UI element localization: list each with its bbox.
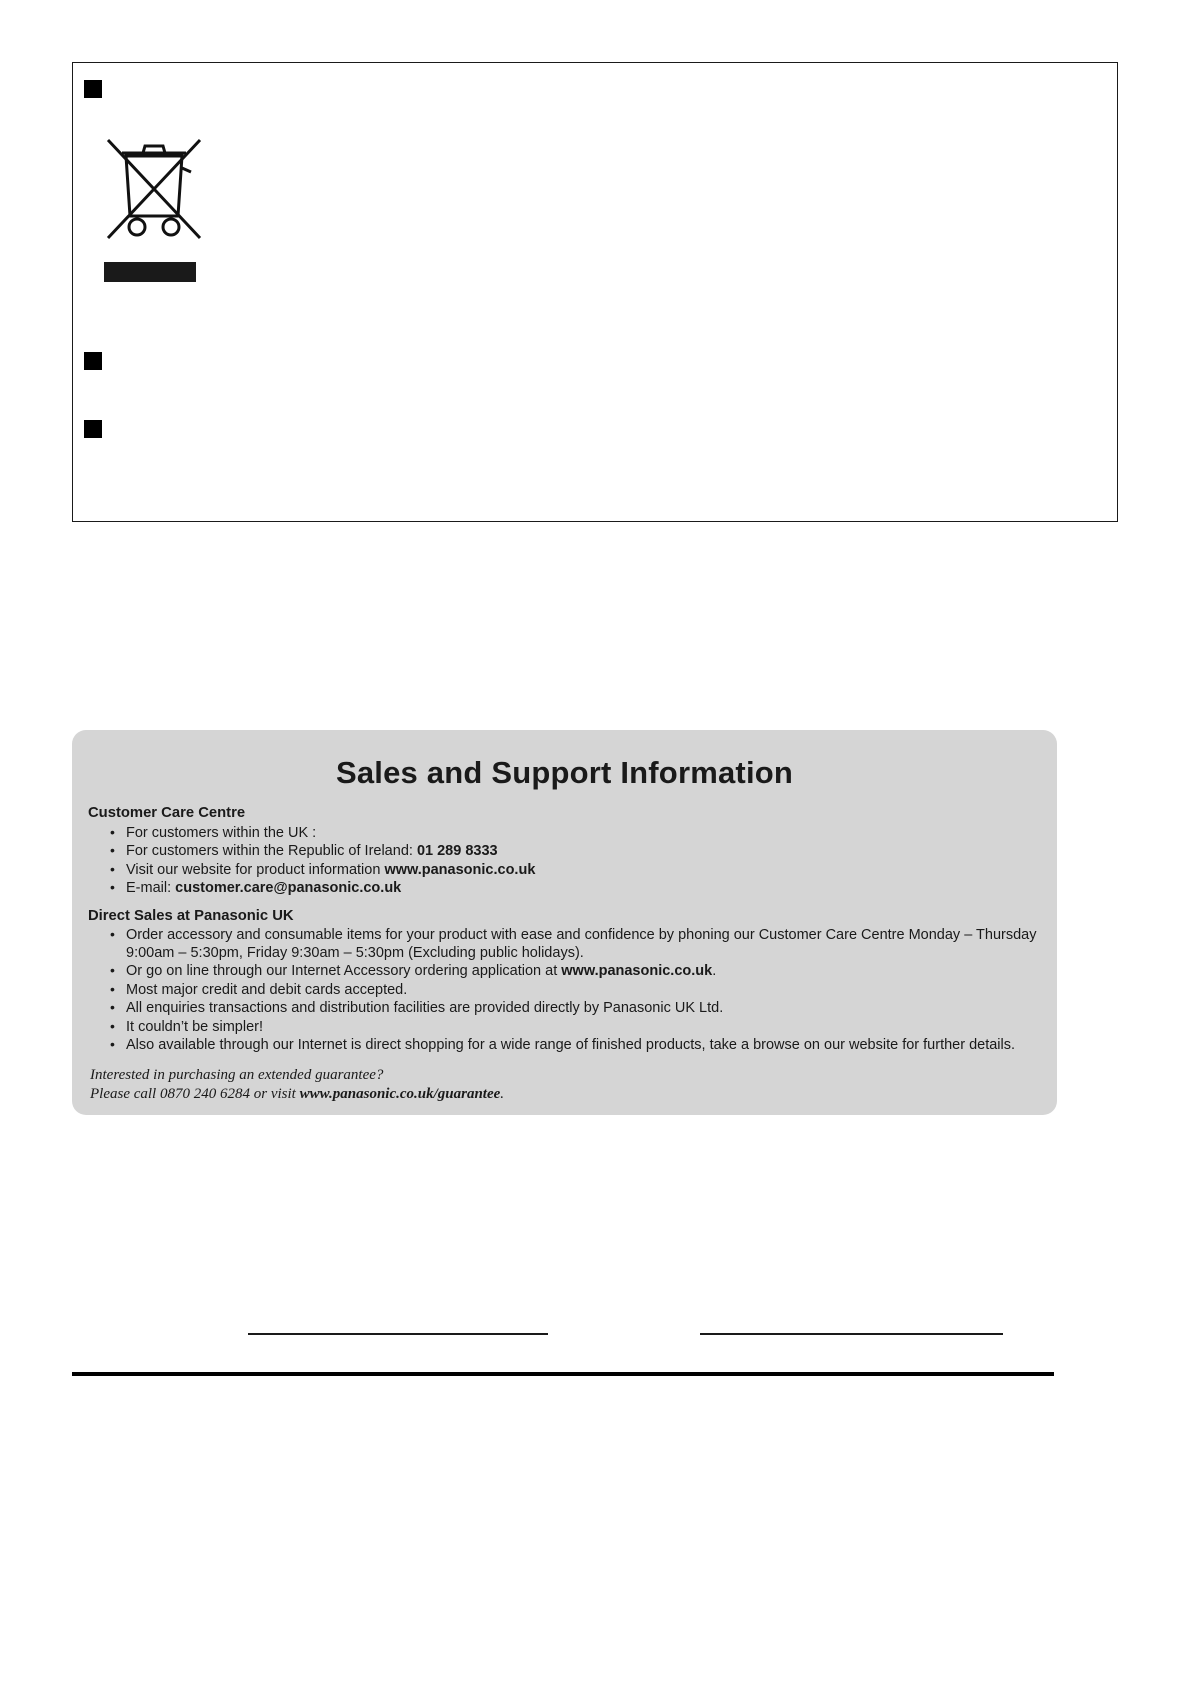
list-item-text-tail: . — [712, 963, 717, 979]
list-item-text: For customers within the Republic of Ireland: — [126, 843, 417, 859]
bullet-marker-2 — [84, 352, 102, 370]
notice-box — [72, 62, 1118, 522]
list-item — [110, 963, 1039, 981]
support-panel-title: Sales and Support Information — [335, 755, 794, 790]
guarantee-link[interactable]: www.panasonic.co.uk/guarantee — [299, 1085, 501, 1102]
guarantee-contact-text: Please call 0870 240 6284 or visit — [90, 1085, 300, 1102]
sales-support-panel — [72, 730, 1057, 1115]
guarantee-contact-suffix: . — [500, 1085, 505, 1102]
ireland-phone-number: 01 289 8333 — [416, 843, 498, 859]
section-heading-customer-care: Customer Care Centre — [88, 805, 246, 821]
website-link[interactable]: www.panasonic.co.uk — [561, 963, 713, 979]
list-item-text: E-mail: — [126, 880, 176, 896]
list-item — [110, 825, 1039, 843]
guarantee-contact — [90, 1085, 1039, 1104]
bullet-marker-3 — [84, 420, 102, 438]
list-item — [110, 843, 1039, 861]
list-item-text: Or go on line through our Internet Accessory ordering application at — [126, 963, 562, 979]
list-item-text: Order accessory and consumable items for your product with ease and confidence by phoning our Customer Care Centre Monday – Thursday 9:00am – 5:30pm, Friday 9:30am – 5:30pm (Excluding public holidays). — [126, 927, 1037, 961]
direct-sales-list — [88, 927, 1039, 1055]
customer-care-list — [88, 825, 1039, 898]
list-item — [110, 862, 1039, 880]
list-item-text: Also available through our Internet is direct shopping for a wide range of finished products, take a browse on our website for further details. — [126, 1037, 1016, 1053]
list-item — [110, 880, 1039, 898]
list-item — [110, 1037, 1039, 1055]
footer-rule — [72, 1372, 1054, 1376]
list-item-text: Visit our website for product information — [126, 861, 385, 878]
support-panel-body — [72, 791, 1057, 1104]
list-item-text: Most major credit and debit cards accepted. — [126, 981, 408, 998]
website-link[interactable]: www.panasonic.co.uk — [384, 861, 536, 878]
section-heading-direct-sales: Direct Sales at Panasonic UK — [88, 907, 294, 924]
signature-line-left — [248, 1333, 548, 1335]
email-link[interactable]: customer.care@panasonic.co.uk — [175, 880, 402, 896]
weee-underbar — [104, 262, 196, 282]
list-item — [110, 927, 1039, 962]
guarantee-note — [88, 1066, 1039, 1104]
signature-line-right — [700, 1333, 1003, 1335]
list-item — [110, 1000, 1039, 1018]
crossed-out-wheelie-bin-icon — [96, 120, 212, 248]
list-item-text: All enquiries transactions and distribution facilities are provided directly by Panasonic UK Ltd. — [126, 1000, 724, 1016]
bullet-marker-1 — [84, 80, 102, 98]
list-item — [110, 1019, 1039, 1037]
guarantee-question: Interested in purchasing an extended guarantee? — [90, 1066, 384, 1083]
list-item-text: For customers within the UK : — [126, 824, 317, 841]
list-item-text: It couldn’t be simpler! — [126, 1018, 264, 1035]
list-item — [110, 982, 1039, 1000]
